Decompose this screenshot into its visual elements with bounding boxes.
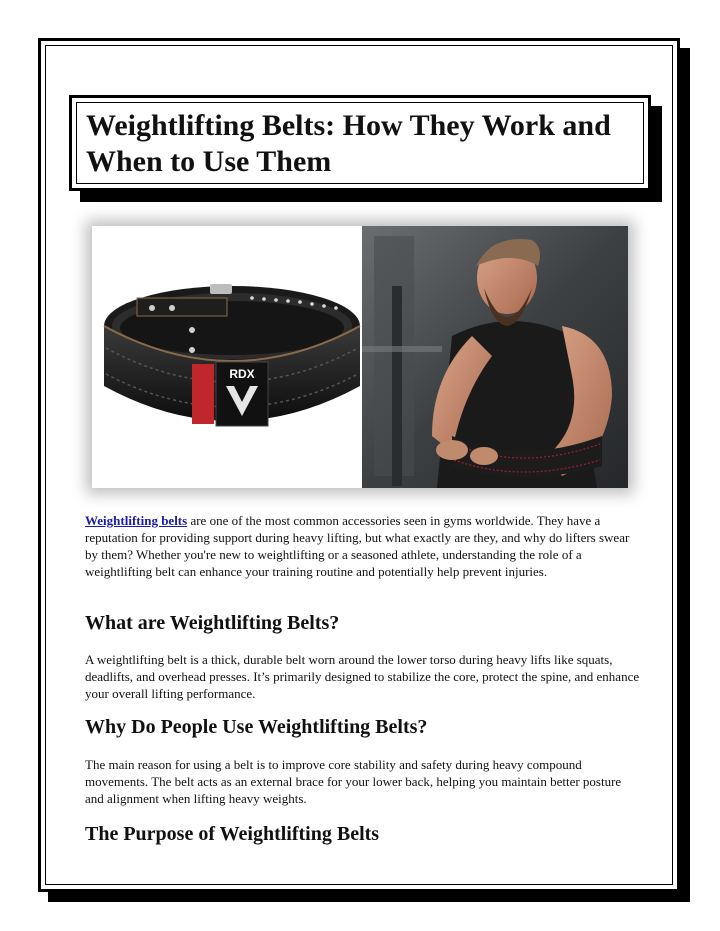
hero-illustration (92, 226, 628, 488)
title-box (69, 95, 651, 191)
page-title: Weightlifting Belts: How They Work and When to Use Them (86, 109, 611, 178)
weightlifting-belts-link[interactable]: Weightlifting belts (85, 513, 188, 528)
section-body-what-are: A weightlifting belt is a thick, durable belt worn around the lower torso during heavy lifts like squats, deadlifts, and overhead presses. It’s primarily designed to stabilize the core, protect the spine, and enhance your overall lifting performance. (85, 652, 640, 701)
intro-paragraph (85, 512, 640, 580)
section-heading-why-use: Why Do People Use Weightlifting Belts? (85, 716, 428, 738)
section-heading-what-are: What are Weightlifting Belts? (85, 612, 340, 634)
belt-brand-logo: RDX (229, 367, 255, 381)
hero-image (92, 226, 628, 488)
section-body-why-use: The main reason for using a belt is to improve core stability and safety during heavy compound movements. The belt acts as an external brace for your lower back, helping you maintain better posture and alignment when lifting heavy weights. (85, 757, 622, 806)
section-heading-purpose: The Purpose of Weightlifting Belts (85, 823, 380, 845)
intro-text: are one of the most common accessories seen in gyms worldwide. They have a reputation for providing support during heavy lifting, but what exactly are they, and why do lifters swear by them? Whether you're new to weightlifting or a seasoned athlete, understanding the role of a weightlifting belt can enhance your training routine and potentially help prevent injuries. (85, 513, 630, 579)
